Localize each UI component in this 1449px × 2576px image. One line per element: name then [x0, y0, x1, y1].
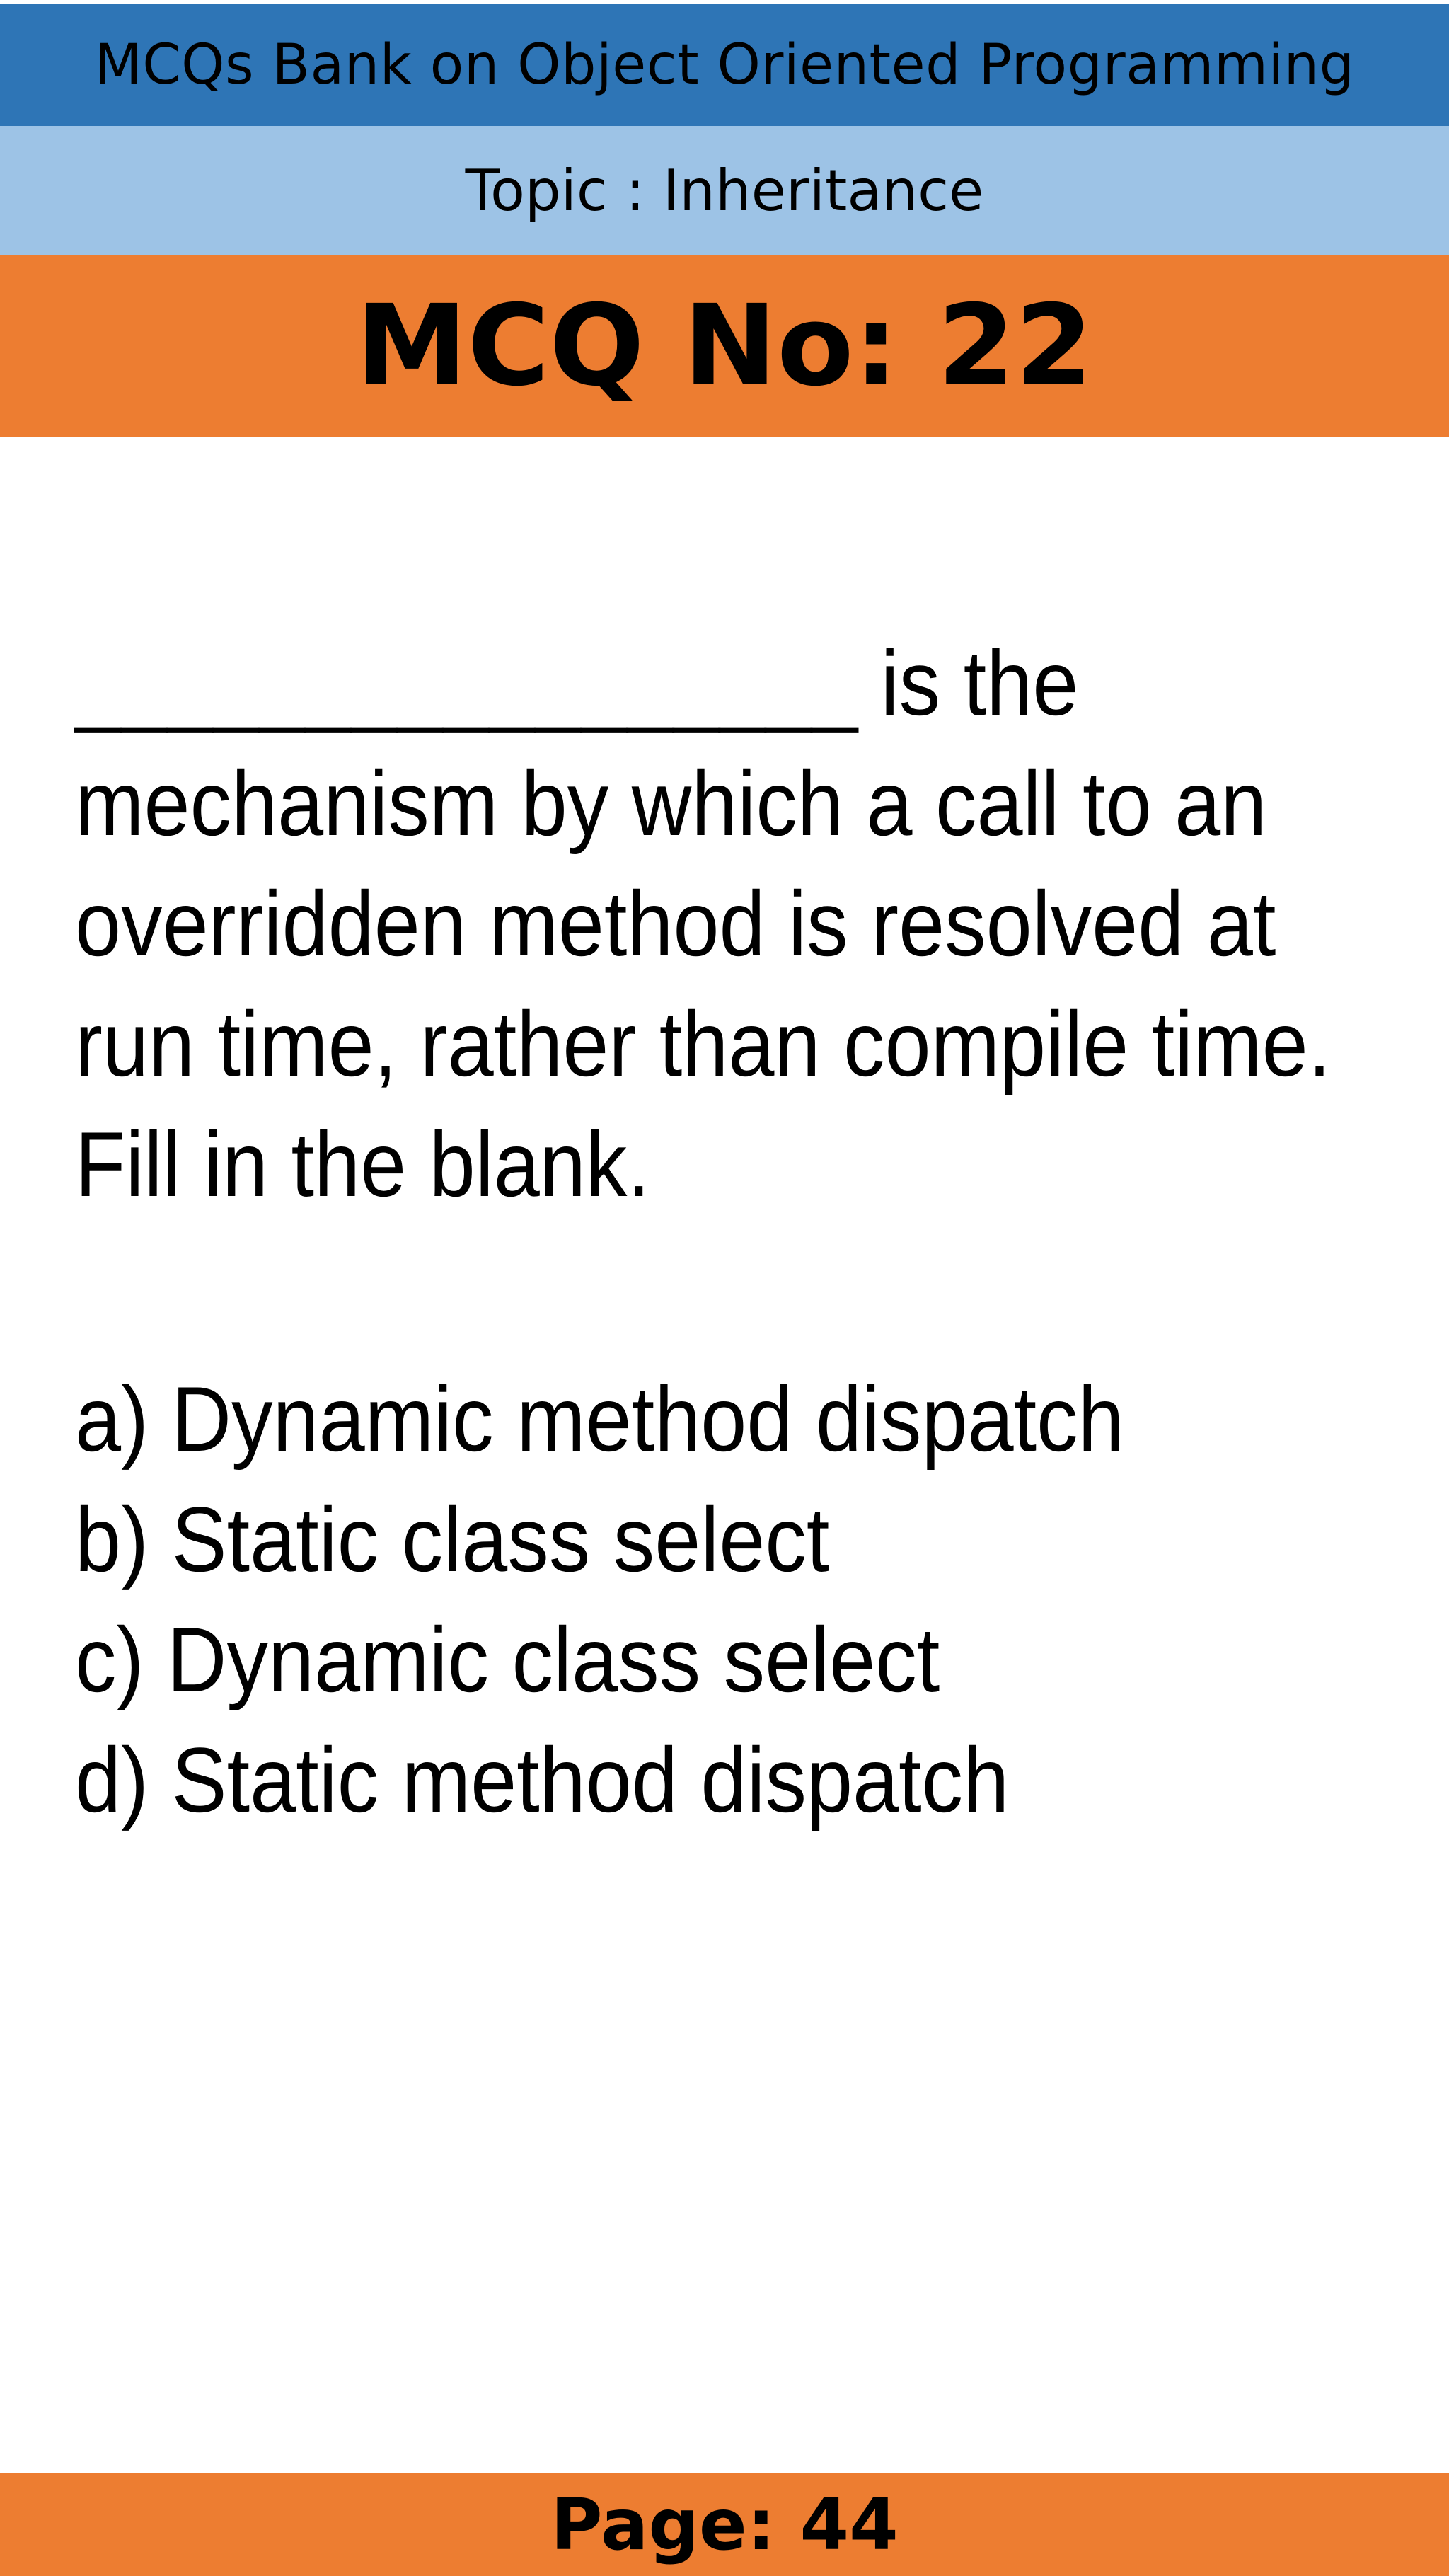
option-c: c) Dynamic class select — [75, 1608, 940, 1711]
option-b: b) Static class select — [75, 1488, 830, 1591]
page-number: Page: 44 — [550, 2483, 899, 2566]
question-blank: _________________ — [75, 631, 858, 735]
question-text — [75, 623, 1349, 1224]
mcq-number: MCQ No: 22 — [356, 281, 1093, 411]
header-title: MCQs Bank on Object Oriented Programming — [94, 33, 1355, 97]
topic-label: Topic : Inheritance — [465, 157, 984, 224]
mcq-number-bar — [0, 255, 1449, 437]
question-body: is the mechanism by which a call to an overridden method is resolved at run time, rather than compile time. Fill in the blank. — [75, 631, 1332, 1216]
page-number-bar — [0, 2473, 1449, 2576]
header-title-bar — [0, 4, 1449, 126]
option-a: a) Dynamic method dispatch — [75, 1367, 1124, 1471]
options-list — [75, 1359, 1272, 1840]
option-d: d) Static method dispatch — [75, 1728, 1010, 1832]
topic-bar — [0, 126, 1449, 255]
